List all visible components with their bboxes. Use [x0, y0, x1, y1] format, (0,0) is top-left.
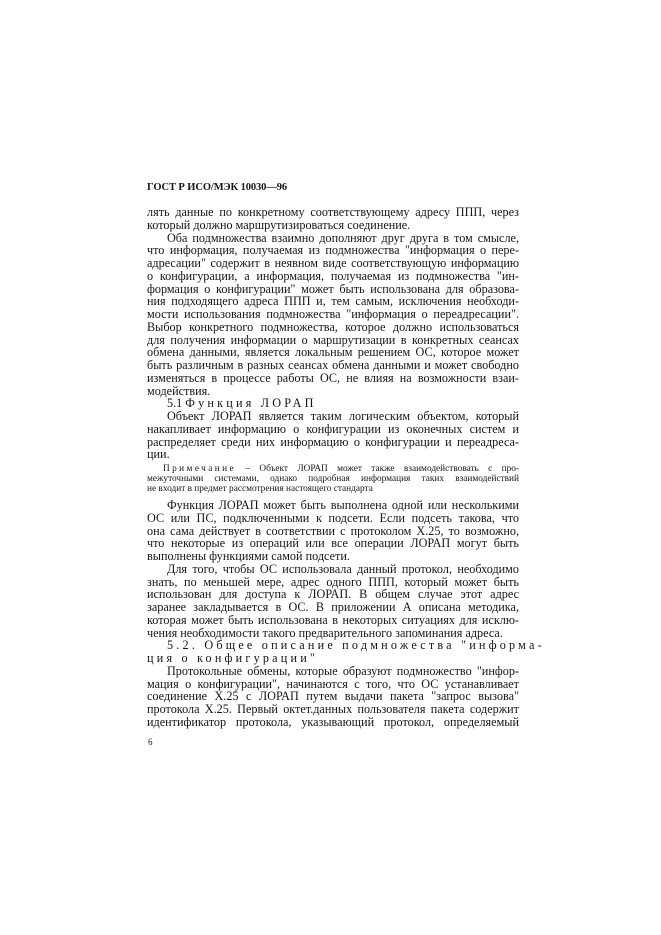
text-line: которая может быть использована в некоторых ситуациях для исклю- — [147, 612, 519, 627]
text-line — [147, 652, 519, 665]
text-line: модействия. — [147, 383, 211, 398]
text-line: она сама действует в соответствии с протоколом X.25, то возможно, — [147, 523, 519, 538]
text-line: формация о конфигурации" может быть использована для образова- — [147, 281, 519, 296]
text-line: соединение X.25 с ЛОРАП путем выдачи пакета "запрос вызова" — [147, 689, 519, 704]
text-line: межуточными системами, однако подробная информация таких взаимодействий — [147, 474, 519, 484]
text-line: знать, по меньшей мере, адрес одного ППП, который может быть — [147, 574, 519, 589]
note-label: Примечание — [163, 464, 236, 474]
section-title: Функция ЛОРАП — [185, 396, 317, 411]
document-header: ГОСТ Р ИСО/МЭК 10030—96 — [147, 182, 288, 193]
text-line: адресации" содержит в неявном виде соответствующую информацию — [147, 256, 519, 270]
note — [147, 464, 519, 494]
note-text: – Объект ЛОРАП может также взаимодействовать с про- — [236, 464, 519, 474]
text-line: идентификатор протокола, указывающий протокол, определяемый — [147, 714, 519, 729]
text-line: Протокольные обмены, которые образуют подмножество "инфор- — [167, 663, 519, 678]
section-title: 5.2. Общее описание подмножества "информа- — [167, 638, 545, 653]
section-title: ция о конфигурации" — [147, 651, 319, 665]
paragraph — [147, 410, 519, 461]
text-line: мация о конфигурации", начинаются с того, что ОС устанавливает — [147, 676, 519, 691]
section-heading — [147, 638, 545, 665]
text-line: Для того, чтобы ОС использовала данный протокол, необходимо — [167, 561, 519, 576]
page-number: 6 — [148, 737, 153, 747]
text-line: протокола X.25. Первый октет.данных пользователя пакета содержит — [147, 702, 519, 716]
text-line: Объект ЛОРАП является таким логическим объектом, который — [167, 409, 519, 423]
text-line — [147, 464, 519, 474]
text-line: выполнены функциями самой подсети. — [147, 549, 350, 563]
text-line: ОС или ПС, подключенными к подсети. Если подсеть такова, что — [147, 510, 519, 525]
text-line: заранее закладывается в ОС. В приложении А описана методика, — [147, 600, 519, 614]
text-line: о конфигурации, а информация, получаемая из подмножества "ин- — [147, 268, 519, 283]
text-line: Оба подмножества взаимно дополняют друг друга в том смысле, — [167, 230, 519, 245]
text-line: обмена данными, является локальным решением ОС, которое может — [147, 345, 519, 360]
text-line: что некоторые из операций или все операции ЛОРАП могут быть — [147, 536, 519, 551]
section-number: 5.1 — [167, 396, 183, 411]
text-line: для получения информации о маршрутизации в конкретных сеансах — [147, 332, 519, 347]
document-body — [147, 205, 545, 729]
text-line: который должно маршрутизироваться соединение. — [147, 217, 411, 232]
text-line: накапливает информацию о конфигурации из оконечных систем и — [147, 421, 519, 436]
paragraph — [147, 563, 519, 640]
text-line: чения необходимости такого предварительного запоминания адреса. — [147, 625, 503, 640]
text-line: лять данные по конкретному соответствующему адресу ППП, через — [147, 205, 519, 219]
text-line: Функция ЛОРАП может быть выполнена одной или несколькими — [167, 498, 519, 512]
paragraph — [147, 499, 519, 563]
text-line: ции. — [147, 447, 170, 462]
text-line: использован для доступа к ЛОРАП. В общем случае этот адрес — [147, 587, 519, 602]
text-line: Выбор конкретного подмножества, которое должно использоваться — [147, 319, 519, 334]
text-line: мости использования подмножества "информация о переадресации". — [147, 307, 519, 321]
text-line: изменяться в процессе работы ОС, не влияя на возможности взаи- — [147, 370, 519, 385]
paragraph — [147, 665, 519, 729]
text-line: что информация, получаемая из подмножества "информация о пере- — [147, 243, 519, 258]
paragraph — [147, 206, 519, 232]
text-line: ния подходящего адреса ППП и, тем самым, исключения необходи- — [147, 294, 519, 309]
paragraph — [147, 232, 519, 398]
text-line: распределяет среди них информацию о конфигурации и переадреса- — [147, 434, 519, 449]
text-line: быть различным в разных сеансах обмена данными и может свободно — [147, 358, 519, 372]
text-line: не входит в предмет рассмотрения настоящего стандарта — [147, 484, 373, 494]
